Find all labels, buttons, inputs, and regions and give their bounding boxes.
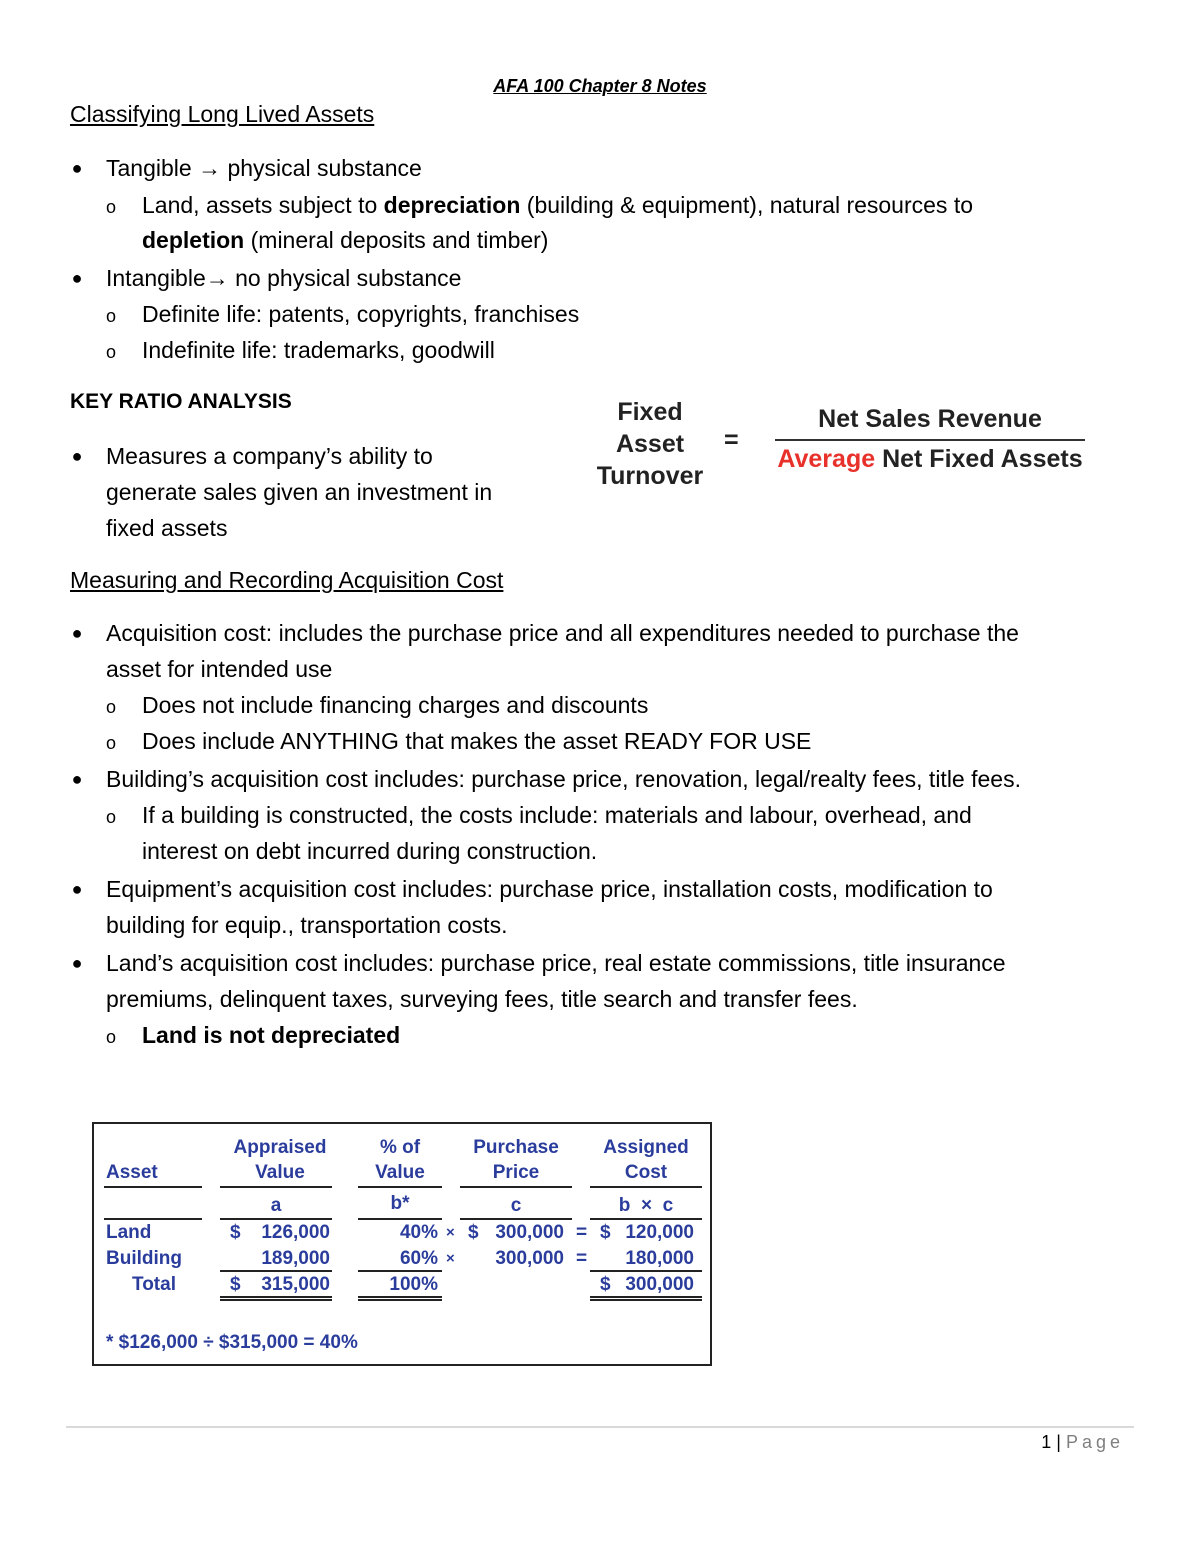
header-purchase-l1: Purchase <box>473 1137 559 1158</box>
rule <box>220 1218 332 1220</box>
header-assigned-l1: Assigned <box>603 1137 689 1158</box>
key-b: b* <box>390 1193 410 1214</box>
formula-left-term: Fixed Asset Turnover <box>596 398 704 490</box>
header-appraised-l1: Appraised <box>233 1137 327 1158</box>
subbullet-text: Definite life: patents, copyrights, franchises <box>142 301 580 327</box>
subbullet-text: Land, assets subject to depreciation (building & equipment), natural resources to <box>142 192 973 218</box>
bullet-icon: ● <box>71 879 83 899</box>
subbullet-text: Does include ANYTHING that makes the asset READY FOR USE <box>142 728 812 754</box>
bullet-icon: ● <box>71 953 83 973</box>
rule <box>358 1186 442 1188</box>
cost-allocation-table <box>92 1122 712 1366</box>
row-building-assigned: 180,000 <box>625 1248 694 1269</box>
bullet-equipment-cont: building for equip., transportation costs. <box>106 912 508 938</box>
footer-rule <box>66 1426 1134 1428</box>
key-bc: b × c <box>618 1195 674 1216</box>
rule <box>220 1270 332 1272</box>
subbullet-icon: o <box>106 342 117 362</box>
rule <box>358 1270 442 1272</box>
bullet-text: Acquisition cost: includes the purchase price and all expenditures needed to purchase the <box>106 620 1019 646</box>
subbullet-icon: o <box>106 733 117 753</box>
row-total-dollar: $ <box>230 1274 241 1295</box>
subbullet-text: Indefinite life: trademarks, goodwill <box>142 337 495 363</box>
rule <box>590 1270 702 1272</box>
row-building-times: × <box>446 1250 455 1267</box>
page-number: 1 | Page <box>1041 1432 1124 1452</box>
document-title: AFA 100 Chapter 8 Notes <box>493 76 707 96</box>
row-land-adollar: $ <box>600 1222 611 1243</box>
row-land-dollar: $ <box>230 1222 241 1243</box>
row-total-adollar: $ <box>600 1274 611 1295</box>
section-heading-acquisition: Measuring and Recording Acquisition Cost <box>70 567 504 593</box>
header-appraised-l2: Value <box>255 1162 305 1183</box>
rule <box>104 1218 202 1220</box>
bullet-acquisition-cost-cont: asset for intended use <box>106 656 333 682</box>
key-ratio-heading: KEY RATIO ANALYSIS <box>70 390 292 413</box>
row-building-appraised: 189,000 <box>261 1248 330 1269</box>
row-building-eq: = <box>576 1248 588 1269</box>
key-c: c <box>510 1195 522 1216</box>
row-land-times: × <box>446 1224 455 1241</box>
rule <box>460 1218 572 1220</box>
subbullet-text: If a building is constructed, the costs include: materials and labour, overhead, and <box>142 802 972 828</box>
subbullet-icon: o <box>106 306 117 326</box>
subbullet-icon: o <box>106 697 117 717</box>
bullet-text: Tangible → physical substance <box>106 155 422 181</box>
subbullet-icon: o <box>106 807 117 827</box>
row-land-asset: Land <box>106 1222 152 1243</box>
bullet-icon: ● <box>71 158 83 178</box>
subbullet-tangible-cont: depletion (mineral deposits and timber) <box>142 227 549 253</box>
formula-denominator: Average Net Fixed Assets <box>777 445 1083 473</box>
bullet-text: Land’s acquisition cost includes: purchase price, real estate commissions, title insurance <box>106 950 1006 976</box>
key-a: a <box>270 1195 282 1216</box>
formula-fraction-bar <box>775 439 1085 441</box>
header-pct-l2: Value <box>375 1162 425 1183</box>
bullet-text: Equipment’s acquisition cost includes: purchase price, installation costs, modification to <box>106 876 993 902</box>
bullet-icon: ● <box>71 268 83 288</box>
row-building-purchase: 300,000 <box>495 1248 564 1269</box>
section-heading-classifying: Classifying Long Lived Assets <box>70 101 375 127</box>
row-land-pdollar: $ <box>468 1222 479 1243</box>
row-land-purchase: 300,000 <box>495 1222 564 1243</box>
bullet-key-ratio-cont2: fixed assets <box>106 515 228 541</box>
bullet-icon: ● <box>71 769 83 789</box>
row-land-appraised: 126,000 <box>261 1222 330 1243</box>
header-asset: Asset <box>106 1162 158 1183</box>
row-total-appraised: 315,000 <box>261 1274 330 1295</box>
row-total-label: Total <box>132 1274 176 1295</box>
row-building-pct: 60% <box>399 1248 438 1269</box>
rule <box>220 1186 332 1188</box>
bullet-text: Intangible→ no physical substance <box>106 265 462 291</box>
row-land-eq: = <box>576 1222 588 1243</box>
row-land-assigned: 120,000 <box>625 1222 694 1243</box>
rule <box>460 1186 572 1188</box>
formula-numerator: Net Sales Revenue <box>818 405 1042 433</box>
subbullet-text: Does not include financing charges and discounts <box>142 692 649 718</box>
rule <box>590 1218 702 1220</box>
bullet-icon: ● <box>71 623 83 643</box>
table-footnote: * $126,000 ÷ $315,000 = 40% <box>106 1332 358 1353</box>
bullet-text: Measures a company’s ability to <box>106 443 433 469</box>
rule <box>358 1218 442 1220</box>
bullet-icon: ● <box>71 446 83 466</box>
double-rule <box>358 1296 442 1301</box>
row-total-pct: 100% <box>389 1274 438 1295</box>
double-rule <box>590 1296 702 1301</box>
row-total-assigned: 300,000 <box>625 1274 694 1295</box>
subbullet-icon: o <box>106 1027 117 1047</box>
formula-equals: = <box>724 426 739 454</box>
subbullet-text: Land is not depreciated <box>142 1022 401 1048</box>
bullet-land-cont: premiums, delinquent taxes, surveying fees, title search and transfer fees. <box>106 986 858 1012</box>
subbullet-icon: o <box>106 197 117 217</box>
rule <box>590 1186 702 1188</box>
subbullet-constructed-cont: interest on debt incurred during construction. <box>142 838 598 864</box>
header-pct-l1: % of <box>379 1137 421 1158</box>
row-building-asset: Building <box>106 1248 182 1269</box>
header-purchase-l2: Price <box>492 1162 540 1183</box>
bullet-key-ratio-cont1: generate sales given an investment in <box>106 479 493 505</box>
row-land-pct: 40% <box>399 1222 438 1243</box>
double-rule <box>220 1296 332 1301</box>
bullet-text: Building’s acquisition cost includes: purchase price, renovation, legal/realty fees, title fees. <box>106 766 1021 792</box>
header-assigned-l2: Cost <box>624 1162 668 1183</box>
rule <box>104 1186 202 1188</box>
